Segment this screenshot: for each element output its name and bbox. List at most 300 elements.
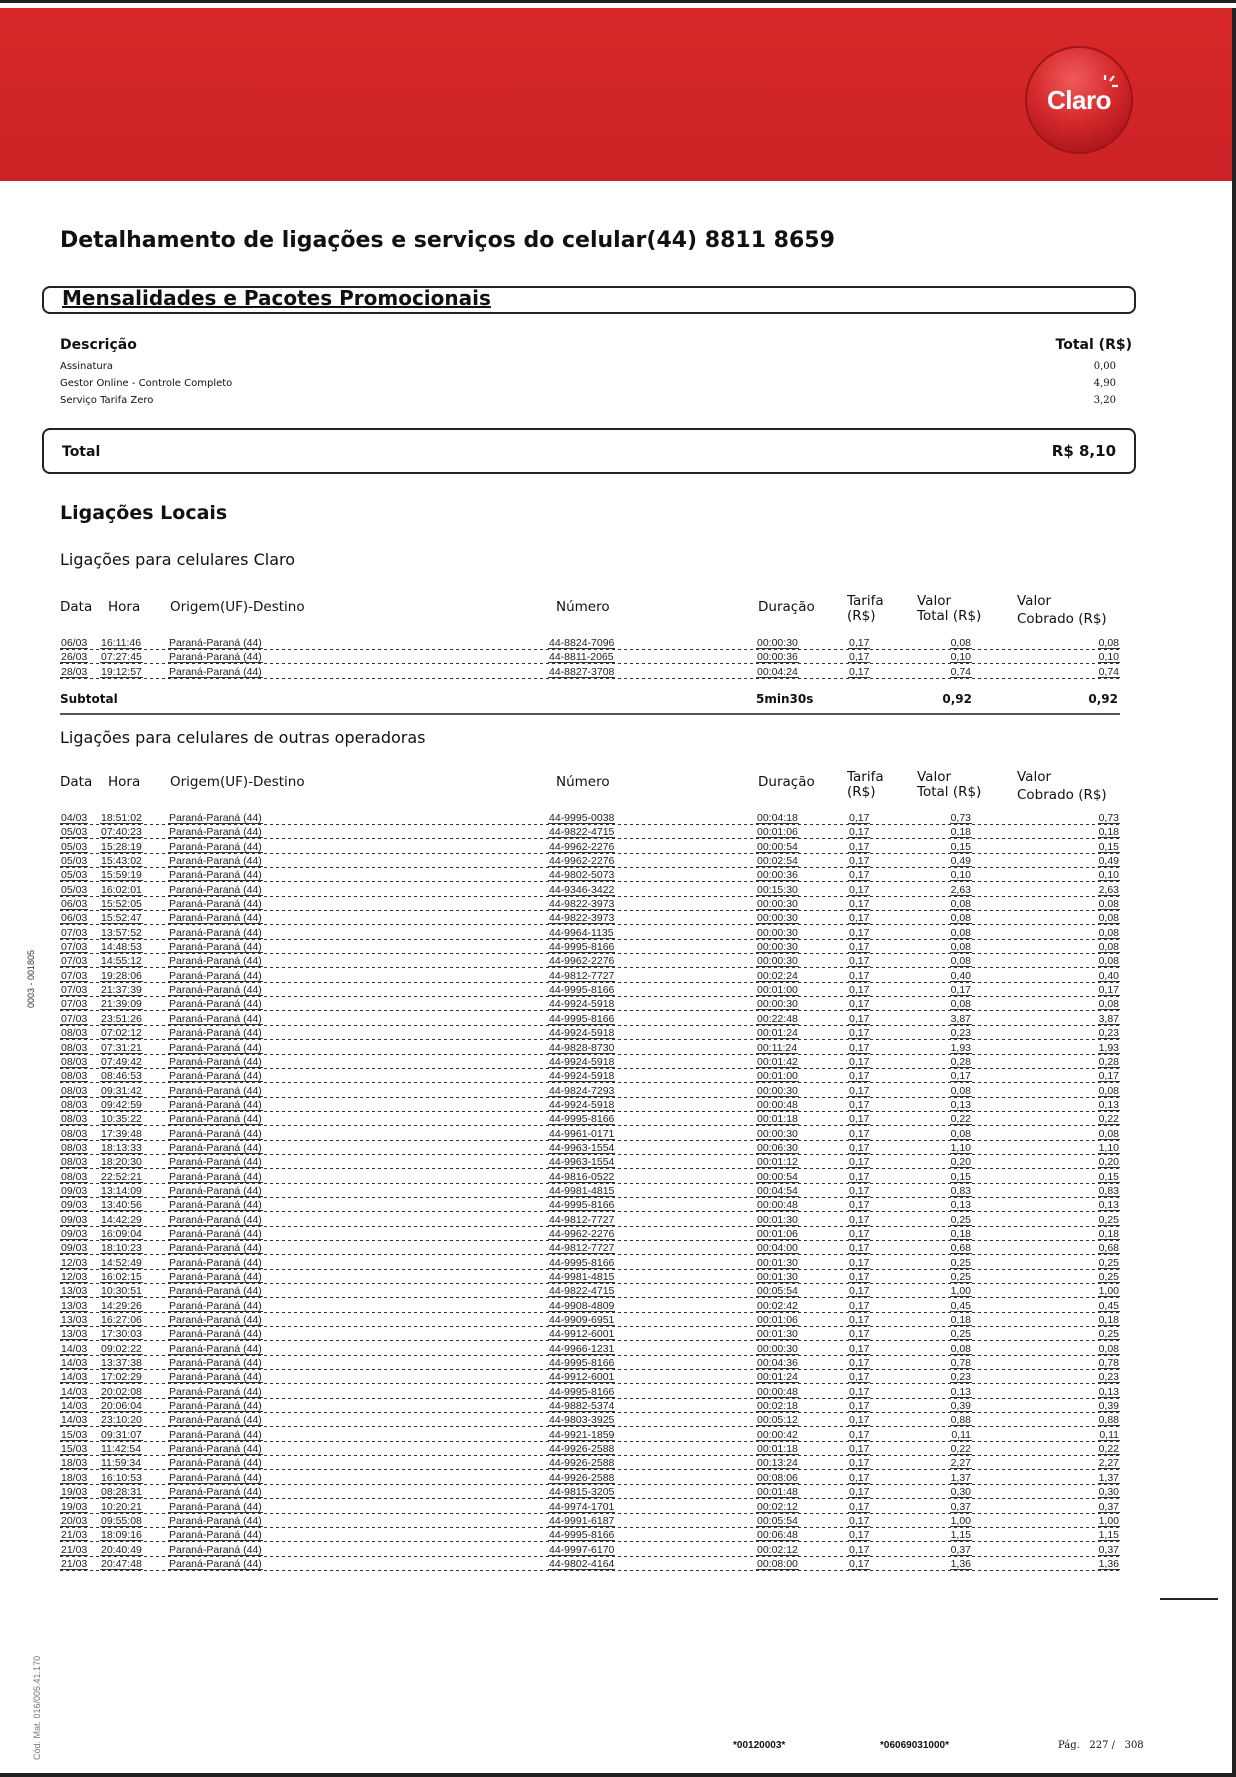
call-origin: Paraná-Paraná (44) bbox=[169, 1457, 262, 1470]
call-duration: 00:00:36 bbox=[757, 651, 798, 664]
call-valor-cobrado: 0,08 bbox=[1098, 898, 1119, 911]
call-tariff: 0,17 bbox=[849, 1471, 870, 1484]
call-number: 44-9924-5918 bbox=[549, 1055, 615, 1068]
col-hora: Hora bbox=[108, 599, 141, 615]
call-date: 07/03 bbox=[61, 941, 88, 954]
call-valor-total: 1,15 bbox=[950, 1529, 971, 1542]
call-tariff: 0,17 bbox=[849, 1529, 870, 1542]
call-tariff: 0,17 bbox=[849, 1084, 870, 1097]
call-valor-total: 0,08 bbox=[950, 912, 971, 925]
call-time: 14:29:26 bbox=[101, 1299, 142, 1312]
call-valor-total: 0,22 bbox=[950, 1113, 971, 1126]
call-origin: Paraná-Paraná (44) bbox=[169, 1486, 262, 1499]
call-time: 19:28:06 bbox=[101, 969, 142, 982]
call-valor-total: 0,08 bbox=[950, 898, 971, 911]
call-origin: Paraná-Paraná (44) bbox=[169, 955, 262, 968]
call-row bbox=[60, 1156, 1120, 1170]
call-origin: Paraná-Paraná (44) bbox=[169, 1428, 262, 1441]
fee-value: 0,00 bbox=[1093, 361, 1116, 372]
call-number: 44-9824-7293 bbox=[549, 1084, 615, 1097]
call-tariff: 0,17 bbox=[849, 812, 870, 824]
call-date: 06/03 bbox=[61, 912, 88, 925]
call-duration: 00:00:30 bbox=[757, 1342, 798, 1355]
call-valor-cobrado: 0,08 bbox=[1098, 926, 1119, 939]
call-duration: 00:00:30 bbox=[757, 637, 798, 649]
call-date: 05/03 bbox=[61, 826, 88, 839]
call-valor-cobrado: 0,23 bbox=[1098, 1371, 1119, 1384]
call-number: 44-9822-4715 bbox=[549, 1285, 615, 1298]
call-date: 09/03 bbox=[61, 1213, 88, 1226]
call-number: 44-9991-6187 bbox=[549, 1514, 615, 1527]
call-valor-cobrado: 0,40 bbox=[1098, 969, 1119, 982]
call-origin: Paraná-Paraná (44) bbox=[169, 1328, 262, 1341]
call-duration: 00:01:18 bbox=[757, 1113, 798, 1126]
call-valor-cobrado: 0,13 bbox=[1098, 1385, 1119, 1398]
call-origin: Paraná-Paraná (44) bbox=[169, 812, 262, 824]
call-duration: 00:06:48 bbox=[757, 1529, 798, 1542]
call-tariff: 0,17 bbox=[849, 1457, 870, 1470]
call-time: 16:10:53 bbox=[101, 1471, 142, 1484]
call-duration: 00:02:24 bbox=[757, 969, 798, 982]
call-row bbox=[60, 1501, 1120, 1515]
call-tariff: 0,17 bbox=[849, 1156, 870, 1169]
call-duration: 00:11:24 bbox=[757, 1041, 798, 1054]
call-valor-total: 0,37 bbox=[950, 1543, 971, 1556]
call-date: 08/03 bbox=[61, 1027, 88, 1040]
call-number: 44-9981-4815 bbox=[549, 1184, 615, 1197]
call-valor-total: 0,25 bbox=[950, 1256, 971, 1269]
call-origin: Paraná-Paraná (44) bbox=[169, 898, 262, 911]
call-valor-total: 0,74 bbox=[950, 665, 971, 678]
call-tariff: 0,17 bbox=[849, 1428, 870, 1441]
call-number: 44-9822-3973 bbox=[549, 912, 615, 925]
call-valor-total: 0,39 bbox=[950, 1400, 971, 1413]
call-date: 08/03 bbox=[61, 1041, 88, 1054]
call-time: 09:55:08 bbox=[101, 1514, 142, 1527]
call-origin: Paraná-Paraná (44) bbox=[169, 1227, 262, 1240]
call-number: 44-9995-0038 bbox=[549, 812, 615, 824]
call-number: 44-9812-7727 bbox=[549, 1213, 615, 1226]
call-time: 09:31:07 bbox=[101, 1428, 142, 1441]
call-origin: Paraná-Paraná (44) bbox=[169, 1471, 262, 1484]
call-tariff: 0,17 bbox=[849, 855, 870, 868]
call-date: 14/03 bbox=[61, 1400, 88, 1413]
call-valor-cobrado: 1,37 bbox=[1098, 1471, 1119, 1484]
col-valor-cobrado: Valor Cobrado (R$) bbox=[1017, 769, 1107, 803]
call-time: 20:47:48 bbox=[101, 1557, 142, 1570]
call-time: 15:28:19 bbox=[101, 840, 142, 853]
call-row bbox=[60, 1544, 1120, 1558]
call-valor-total: 0,23 bbox=[950, 1371, 971, 1384]
call-number: 44-9815-3205 bbox=[549, 1486, 615, 1499]
call-row bbox=[60, 955, 1120, 969]
call-duration: 00:01:42 bbox=[757, 1055, 798, 1068]
call-time: 07:27:45 bbox=[101, 651, 142, 664]
call-duration: 00:04:18 bbox=[757, 812, 798, 824]
call-valor-cobrado: 0,17 bbox=[1098, 984, 1119, 997]
call-time: 21:39:09 bbox=[101, 998, 142, 1011]
subtotal-duration: 5min30s bbox=[756, 692, 814, 706]
call-tariff: 0,17 bbox=[849, 1385, 870, 1398]
call-duration: 00:00:42 bbox=[757, 1428, 798, 1441]
call-time: 08:28:31 bbox=[101, 1486, 142, 1499]
divider bbox=[60, 713, 1120, 715]
call-row bbox=[60, 826, 1120, 840]
call-time: 16:09:04 bbox=[101, 1227, 142, 1240]
call-duration: 00:01:06 bbox=[757, 826, 798, 839]
call-row bbox=[60, 1386, 1120, 1400]
call-row bbox=[60, 1371, 1120, 1385]
call-time: 07:40:23 bbox=[101, 826, 142, 839]
call-row bbox=[60, 841, 1120, 855]
call-valor-cobrado: 2,63 bbox=[1098, 883, 1119, 896]
call-valor-cobrado: 0,11 bbox=[1099, 1428, 1119, 1441]
call-origin: Paraná-Paraná (44) bbox=[169, 1385, 262, 1398]
call-duration: 00:00:30 bbox=[757, 926, 798, 939]
call-date: 15/03 bbox=[61, 1428, 88, 1441]
call-row bbox=[60, 1472, 1120, 1486]
call-origin: Paraná-Paraná (44) bbox=[169, 998, 262, 1011]
col-valor-total: Valor Total (R$) bbox=[917, 593, 982, 624]
page-number: Pág. 227 / 308 bbox=[1058, 1740, 1144, 1751]
call-time: 13:14:09 bbox=[101, 1184, 142, 1197]
col-numero: Número bbox=[556, 599, 610, 615]
call-valor-total: 0,88 bbox=[950, 1414, 971, 1427]
call-valor-cobrado: 1,10 bbox=[1098, 1141, 1119, 1154]
call-number: 44-9924-5918 bbox=[549, 1027, 615, 1040]
batch-code: 0003 - 001805 bbox=[26, 949, 36, 1008]
call-duration: 00:02:12 bbox=[757, 1500, 798, 1513]
call-duration: 00:04:24 bbox=[757, 665, 798, 678]
subtotal-label: Subtotal bbox=[60, 692, 118, 706]
call-date: 28/03 bbox=[61, 665, 88, 678]
call-date: 05/03 bbox=[61, 855, 88, 868]
call-row bbox=[60, 1529, 1120, 1543]
call-valor-cobrado: 0,30 bbox=[1098, 1486, 1119, 1499]
call-tariff: 0,17 bbox=[849, 1127, 870, 1140]
call-date: 14/03 bbox=[61, 1371, 88, 1384]
call-valor-total: 0,08 bbox=[950, 941, 971, 954]
call-valor-total: 0,22 bbox=[950, 1443, 971, 1456]
call-number: 44-9995-8166 bbox=[549, 1113, 615, 1126]
call-tariff: 0,17 bbox=[849, 1227, 870, 1240]
call-time: 07:31:21 bbox=[101, 1041, 142, 1054]
call-tariff: 0,17 bbox=[849, 1242, 870, 1255]
call-row bbox=[60, 970, 1120, 984]
call-row bbox=[60, 1099, 1120, 1113]
call-valor-cobrado: 0,18 bbox=[1098, 826, 1119, 839]
call-duration: 00:01:48 bbox=[757, 1486, 798, 1499]
call-valor-total: 0,10 bbox=[950, 651, 971, 664]
call-valor-total: 1,00 bbox=[950, 1285, 971, 1298]
call-number: 44-9962-2276 bbox=[549, 855, 615, 868]
call-time: 14:48:53 bbox=[101, 941, 142, 954]
claro-call-list bbox=[60, 637, 1120, 680]
call-valor-total: 0,17 bbox=[950, 984, 971, 997]
call-time: 08:46:53 bbox=[101, 1070, 142, 1083]
call-date: 05/03 bbox=[61, 840, 88, 853]
call-duration: 00:01:00 bbox=[757, 1070, 798, 1083]
call-time: 14:52:49 bbox=[101, 1256, 142, 1269]
call-origin: Paraná-Paraná (44) bbox=[169, 1041, 262, 1054]
call-time: 23:10:20 bbox=[101, 1414, 142, 1427]
call-valor-cobrado: 1,00 bbox=[1098, 1285, 1119, 1298]
call-valor-total: 0,08 bbox=[950, 637, 971, 649]
call-row bbox=[60, 912, 1120, 926]
call-duration: 00:04:54 bbox=[757, 1184, 798, 1197]
call-origin: Paraná-Paraná (44) bbox=[169, 1543, 262, 1556]
call-valor-cobrado: 0,73 bbox=[1098, 812, 1119, 824]
subsection-claro: Ligações para celulares Claro bbox=[60, 550, 296, 569]
call-time: 09:31:42 bbox=[101, 1084, 142, 1097]
call-duration: 00:01:24 bbox=[757, 1371, 798, 1384]
call-valor-total: 0,08 bbox=[950, 1127, 971, 1140]
call-duration: 00:00:54 bbox=[757, 840, 798, 853]
call-valor-total: 1,36 bbox=[950, 1557, 971, 1570]
call-row bbox=[60, 1486, 1120, 1500]
call-valor-cobrado: 3,87 bbox=[1098, 1012, 1119, 1025]
call-valor-cobrado: 0,23 bbox=[1098, 1027, 1119, 1040]
call-origin: Paraná-Paraná (44) bbox=[169, 1514, 262, 1527]
call-date: 07/03 bbox=[61, 984, 88, 997]
call-valor-total: 0,49 bbox=[950, 855, 971, 868]
call-origin: Paraná-Paraná (44) bbox=[169, 1314, 262, 1327]
call-valor-cobrado: 0,25 bbox=[1098, 1328, 1119, 1341]
call-duration: 00:00:30 bbox=[757, 1127, 798, 1140]
call-number: 44-8827-3708 bbox=[549, 665, 615, 678]
call-valor-total: 0,23 bbox=[950, 1027, 971, 1040]
call-date: 07/03 bbox=[61, 969, 88, 982]
call-time: 17:02:29 bbox=[101, 1371, 142, 1384]
call-date: 18/03 bbox=[61, 1457, 88, 1470]
call-date: 13/03 bbox=[61, 1328, 88, 1341]
call-valor-cobrado: 0,25 bbox=[1098, 1256, 1119, 1269]
call-number: 44-9962-2276 bbox=[549, 955, 615, 968]
call-origin: Paraná-Paraná (44) bbox=[169, 1199, 262, 1212]
call-date: 06/03 bbox=[61, 898, 88, 911]
col-data: Data bbox=[60, 599, 93, 615]
call-tariff: 0,17 bbox=[849, 1357, 870, 1370]
call-duration: 00:02:18 bbox=[757, 1400, 798, 1413]
call-duration: 00:00:30 bbox=[757, 998, 798, 1011]
call-number: 44-9822-3973 bbox=[549, 898, 615, 911]
call-number: 44-9926-2588 bbox=[549, 1443, 615, 1456]
call-number: 44-9882-5374 bbox=[549, 1400, 615, 1413]
call-origin: Paraná-Paraná (44) bbox=[169, 665, 262, 678]
call-valor-total: 0,83 bbox=[950, 1184, 971, 1197]
call-duration: 00:04:36 bbox=[757, 1357, 798, 1370]
call-tariff: 0,17 bbox=[849, 1184, 870, 1197]
call-valor-total: 1,10 bbox=[950, 1141, 971, 1154]
page-title: Detalhamento de ligações e serviços do celular(44) 8811 8659 bbox=[60, 228, 835, 253]
call-tariff: 0,17 bbox=[849, 898, 870, 911]
call-tariff: 0,17 bbox=[849, 1557, 870, 1570]
call-time: 21:37:39 bbox=[101, 984, 142, 997]
call-valor-cobrado: 0,37 bbox=[1098, 1500, 1119, 1513]
call-number: 44-9995-8166 bbox=[549, 1357, 615, 1370]
material-code: Cód. Mat. 016/005.41.170 bbox=[32, 1655, 42, 1760]
call-time: 16:02:01 bbox=[101, 883, 142, 896]
call-duration: 00:01:12 bbox=[757, 1156, 798, 1169]
call-time: 20:40:49 bbox=[101, 1543, 142, 1556]
call-origin: Paraná-Paraná (44) bbox=[169, 1027, 262, 1040]
col-hora: Hora bbox=[108, 774, 141, 790]
call-duration: 00:00:30 bbox=[757, 1084, 798, 1097]
call-number: 44-9995-8166 bbox=[549, 1529, 615, 1542]
call-valor-total: 0,08 bbox=[950, 955, 971, 968]
claro-logo bbox=[1027, 48, 1131, 152]
call-time: 18:51:02 bbox=[101, 812, 142, 824]
call-duration: 00:02:12 bbox=[757, 1543, 798, 1556]
call-date: 09/03 bbox=[61, 1199, 88, 1212]
call-duration: 00:00:30 bbox=[757, 912, 798, 925]
call-row bbox=[60, 1429, 1120, 1443]
call-valor-total: 0,18 bbox=[950, 1314, 971, 1327]
call-valor-total: 0,45 bbox=[950, 1299, 971, 1312]
call-origin: Paraná-Paraná (44) bbox=[169, 1414, 262, 1427]
call-row bbox=[60, 1357, 1120, 1371]
call-date: 07/03 bbox=[61, 998, 88, 1011]
call-duration: 00:00:48 bbox=[757, 1199, 798, 1212]
call-valor-total: 0,28 bbox=[950, 1055, 971, 1068]
total-label: Total bbox=[62, 444, 101, 460]
call-duration: 00:00:30 bbox=[757, 955, 798, 968]
call-date: 18/03 bbox=[61, 1471, 88, 1484]
mensalidades-total bbox=[42, 428, 1136, 474]
call-time: 22:52:21 bbox=[101, 1170, 142, 1183]
call-row bbox=[60, 1314, 1120, 1328]
call-valor-cobrado: 0,08 bbox=[1098, 1084, 1119, 1097]
call-number: 44-9924-5918 bbox=[549, 998, 615, 1011]
call-valor-cobrado: 0,08 bbox=[1098, 998, 1119, 1011]
margin-mark bbox=[1160, 1598, 1218, 1600]
call-row bbox=[60, 1013, 1120, 1027]
call-duration: 00:02:54 bbox=[757, 855, 798, 868]
call-date: 14/03 bbox=[61, 1342, 88, 1355]
call-duration: 00:08:06 bbox=[757, 1471, 798, 1484]
call-tariff: 0,17 bbox=[849, 955, 870, 968]
call-date: 21/03 bbox=[61, 1557, 88, 1570]
col-valor-total: Valor Total (R$) bbox=[917, 769, 982, 800]
call-duration: 00:04:00 bbox=[757, 1242, 798, 1255]
call-time: 15:43:02 bbox=[101, 855, 142, 868]
call-origin: Paraná-Paraná (44) bbox=[169, 869, 262, 882]
call-valor-cobrado: 0,08 bbox=[1098, 637, 1119, 649]
call-row bbox=[60, 666, 1120, 680]
call-date: 08/03 bbox=[61, 1170, 88, 1183]
call-tariff: 0,17 bbox=[849, 1400, 870, 1413]
call-valor-cobrado: 2,27 bbox=[1098, 1457, 1119, 1470]
call-tariff: 0,17 bbox=[849, 1514, 870, 1527]
call-origin: Paraná-Paraná (44) bbox=[169, 926, 262, 939]
call-valor-cobrado: 0,18 bbox=[1098, 1314, 1119, 1327]
call-time: 19:12:57 bbox=[101, 665, 142, 678]
call-duration: 00:22:48 bbox=[757, 1012, 798, 1025]
call-origin: Paraná-Paraná (44) bbox=[169, 855, 262, 868]
call-valor-total: 0,73 bbox=[950, 812, 971, 824]
call-row bbox=[60, 1457, 1120, 1471]
call-tariff: 0,17 bbox=[849, 998, 870, 1011]
call-date: 26/03 bbox=[61, 651, 88, 664]
call-origin: Paraná-Paraná (44) bbox=[169, 1055, 262, 1068]
call-valor-total: 0,18 bbox=[950, 826, 971, 839]
call-number: 44-9995-8166 bbox=[549, 941, 615, 954]
call-number: 44-9963-1554 bbox=[549, 1156, 615, 1169]
call-tariff: 0,17 bbox=[849, 1141, 870, 1154]
call-date: 12/03 bbox=[61, 1271, 88, 1283]
call-tariff: 0,17 bbox=[849, 637, 870, 649]
call-number: 44-9964-1135 bbox=[549, 926, 614, 939]
call-tariff: 0,17 bbox=[849, 1070, 870, 1083]
call-valor-total: 0,30 bbox=[950, 1486, 971, 1499]
call-date: 07/03 bbox=[61, 1012, 88, 1025]
section-title: Mensalidades e Pacotes Promocionais bbox=[62, 286, 491, 310]
call-valor-cobrado: 0,74 bbox=[1098, 665, 1119, 678]
call-date: 08/03 bbox=[61, 1055, 88, 1068]
call-time: 10:20:21 bbox=[101, 1500, 142, 1513]
call-date: 14/03 bbox=[61, 1385, 88, 1398]
call-tariff: 0,17 bbox=[849, 969, 870, 982]
call-origin: Paraná-Paraná (44) bbox=[169, 826, 262, 839]
call-valor-cobrado: 0,17 bbox=[1098, 1070, 1119, 1083]
call-valor-cobrado: 0,25 bbox=[1098, 1271, 1119, 1283]
call-valor-cobrado: 1,00 bbox=[1098, 1514, 1119, 1527]
call-duration: 00:01:24 bbox=[757, 1027, 798, 1040]
fee-label: Serviço Tarifa Zero bbox=[60, 395, 154, 406]
call-duration: 00:05:54 bbox=[757, 1285, 798, 1298]
call-valor-cobrado: 0,45 bbox=[1098, 1299, 1119, 1312]
call-valor-cobrado: 0,88 bbox=[1098, 1414, 1119, 1427]
call-row bbox=[60, 927, 1120, 941]
call-date: 08/03 bbox=[61, 1141, 88, 1154]
call-number: 44-9812-7727 bbox=[549, 969, 615, 982]
col-duracao: Duração bbox=[758, 599, 815, 615]
fee-label: Assinatura bbox=[60, 361, 114, 372]
call-origin: Paraná-Paraná (44) bbox=[169, 1443, 262, 1456]
call-date: 06/03 bbox=[61, 637, 88, 649]
call-date: 14/03 bbox=[61, 1357, 88, 1370]
call-row bbox=[60, 1056, 1120, 1070]
call-row bbox=[60, 1085, 1120, 1099]
call-date: 09/03 bbox=[61, 1242, 88, 1255]
call-number: 44-9816-0522 bbox=[549, 1170, 615, 1183]
call-row bbox=[60, 1171, 1120, 1185]
call-row bbox=[60, 1128, 1120, 1142]
logo-rays-icon bbox=[1099, 73, 1119, 93]
call-origin: Paraná-Paraná (44) bbox=[169, 883, 262, 896]
col-tarifa: Tarifa (R$) bbox=[847, 593, 884, 624]
call-number: 44-9961-0171 bbox=[549, 1127, 615, 1140]
call-valor-cobrado: 0,25 bbox=[1098, 1213, 1119, 1226]
call-valor-cobrado: 0,15 bbox=[1098, 840, 1119, 853]
call-time: 18:09:16 bbox=[101, 1529, 142, 1542]
call-time: 20:06:04 bbox=[101, 1400, 142, 1413]
fee-row bbox=[60, 378, 1120, 392]
call-number: 44-9963-1554 bbox=[549, 1141, 615, 1154]
footer-code-2: *06069031000* bbox=[880, 1740, 949, 1751]
call-valor-total: 0,40 bbox=[950, 969, 971, 982]
call-tariff: 0,17 bbox=[849, 1486, 870, 1499]
call-origin: Paraná-Paraná (44) bbox=[169, 1256, 262, 1269]
call-origin: Paraná-Paraná (44) bbox=[169, 1357, 262, 1370]
call-row bbox=[60, 941, 1120, 955]
fee-row bbox=[60, 395, 1120, 409]
call-row bbox=[60, 1400, 1120, 1414]
call-row bbox=[60, 637, 1120, 651]
call-row bbox=[60, 1214, 1120, 1228]
call-date: 08/03 bbox=[61, 1156, 88, 1169]
call-tariff: 0,17 bbox=[849, 1299, 870, 1312]
